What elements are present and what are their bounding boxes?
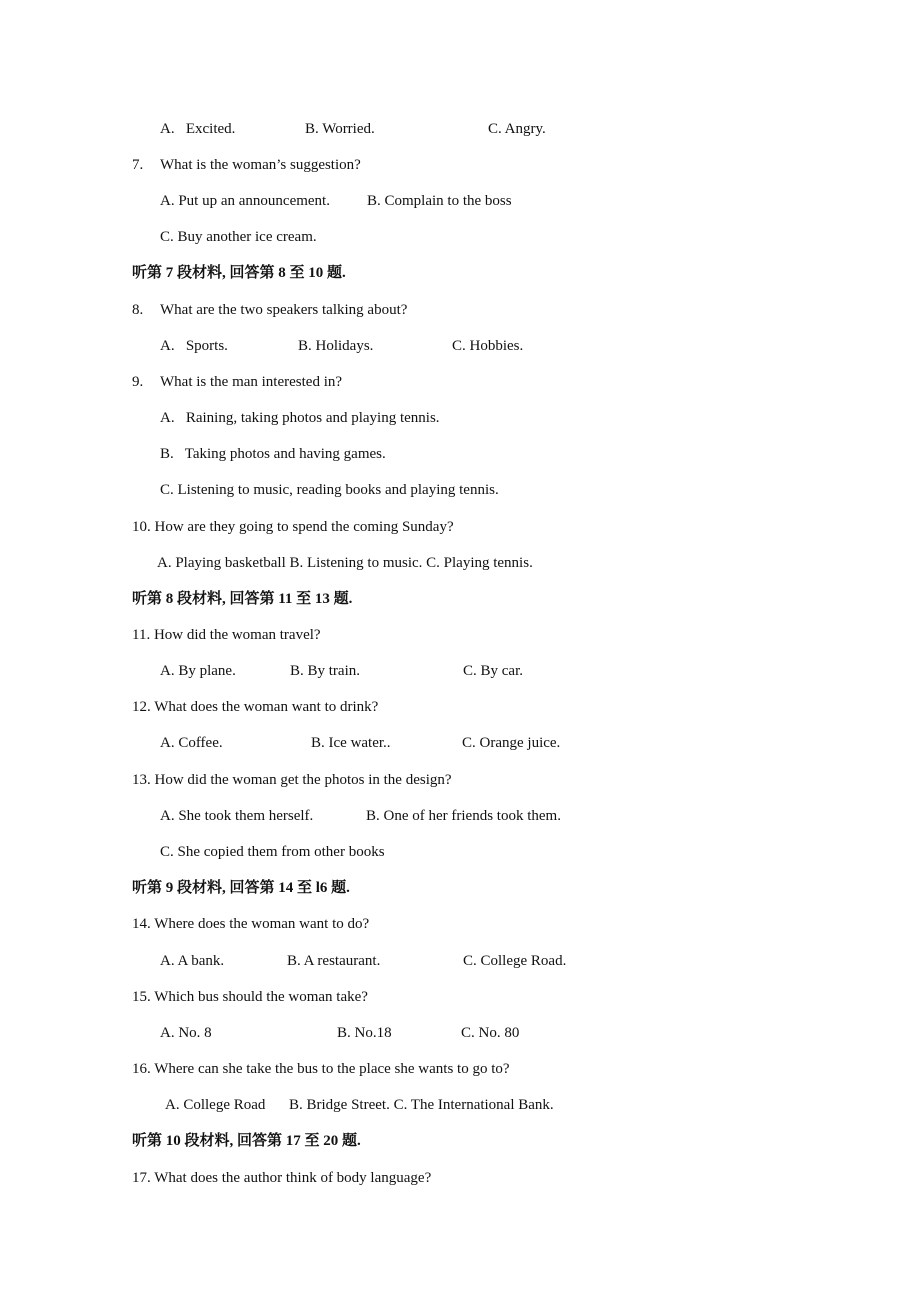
text-segment: What are the two speakers talking about?: [160, 302, 408, 318]
text-segment: C. College Road.: [463, 953, 567, 969]
text-segment: A. College Road: [165, 1097, 266, 1113]
text-segment: 8.: [132, 302, 144, 318]
line-text: 14. Where does the woman want to do?: [132, 916, 370, 932]
text-segment: A. Excited.: [160, 121, 236, 137]
heading-text: 听第 8 段材料, 回答第 11 至 13 题.: [132, 591, 353, 607]
line-text: A. Playing basketball B. Listening to music. C. Playing tennis.: [157, 555, 533, 571]
text-segment: A. She took them herself.: [160, 808, 314, 824]
text-segment: A. Put up an announcement.: [160, 193, 330, 209]
text-segment: What is the man interested in?: [160, 374, 343, 390]
line-text: 15. Which bus should the woman take?: [132, 989, 368, 1005]
text-segment: C. By car.: [463, 663, 523, 679]
text-segment: B. One of her friends took them.: [366, 808, 561, 824]
text-segment: C. Hobbies.: [452, 338, 524, 354]
line-text: B. Taking photos and having games.: [160, 446, 386, 462]
line-text: C. She copied them from other books: [160, 844, 385, 860]
text-segment: 9.: [132, 374, 144, 390]
text-segment: B. Worried.: [305, 121, 375, 137]
line-text: C. Buy another ice cream.: [160, 229, 317, 245]
line-text: 17. What does the author think of body language?: [132, 1170, 432, 1186]
text-segment: A. By plane.: [160, 663, 236, 679]
text-segment: B. Holidays.: [298, 338, 374, 354]
text-segment: C. No. 80: [461, 1025, 520, 1041]
text-segment: C. Angry.: [488, 121, 546, 137]
text-segment: 7.: [132, 157, 144, 173]
line-text: A. Raining, taking photos and playing tennis.: [160, 410, 440, 426]
text-segment: B. Ice water..: [311, 735, 391, 751]
line-text: 16. Where can she take the bus to the place she wants to go to?: [132, 1061, 510, 1077]
text-segment: What is the woman’s suggestion?: [160, 157, 361, 173]
text-segment: A. A bank.: [160, 953, 225, 969]
text-segment: C. Orange juice.: [462, 735, 561, 751]
heading-text: 听第 9 段材料, 回答第 14 至 l6 题.: [132, 880, 350, 896]
line-text: 11. How did the woman travel?: [132, 627, 321, 643]
heading-text: 听第 7 段材料, 回答第 8 至 10 题.: [132, 265, 346, 281]
text-segment: A. No. 8: [160, 1025, 212, 1041]
text-segment: B. No.18: [337, 1025, 392, 1041]
line-text: 12. What does the woman want to drink?: [132, 699, 379, 715]
heading-text: 听第 10 段材料, 回答第 17 至 20 题.: [132, 1133, 361, 1149]
text-segment: B. By train.: [290, 663, 360, 679]
line-text: 13. How did the woman get the photos in the design?: [132, 772, 452, 788]
line-text: 10. How are they going to spend the coming Sunday?: [132, 519, 454, 535]
text-segment: B. Bridge Street. C. The International Bank.: [289, 1097, 554, 1113]
text-segment: B. A restaurant.: [287, 953, 381, 969]
text-segment: A. Coffee.: [160, 735, 223, 751]
text-segment: A. Sports.: [160, 338, 228, 354]
text-segment: B. Complain to the boss: [367, 193, 512, 209]
line-text: C. Listening to music, reading books and playing tennis.: [160, 482, 499, 498]
